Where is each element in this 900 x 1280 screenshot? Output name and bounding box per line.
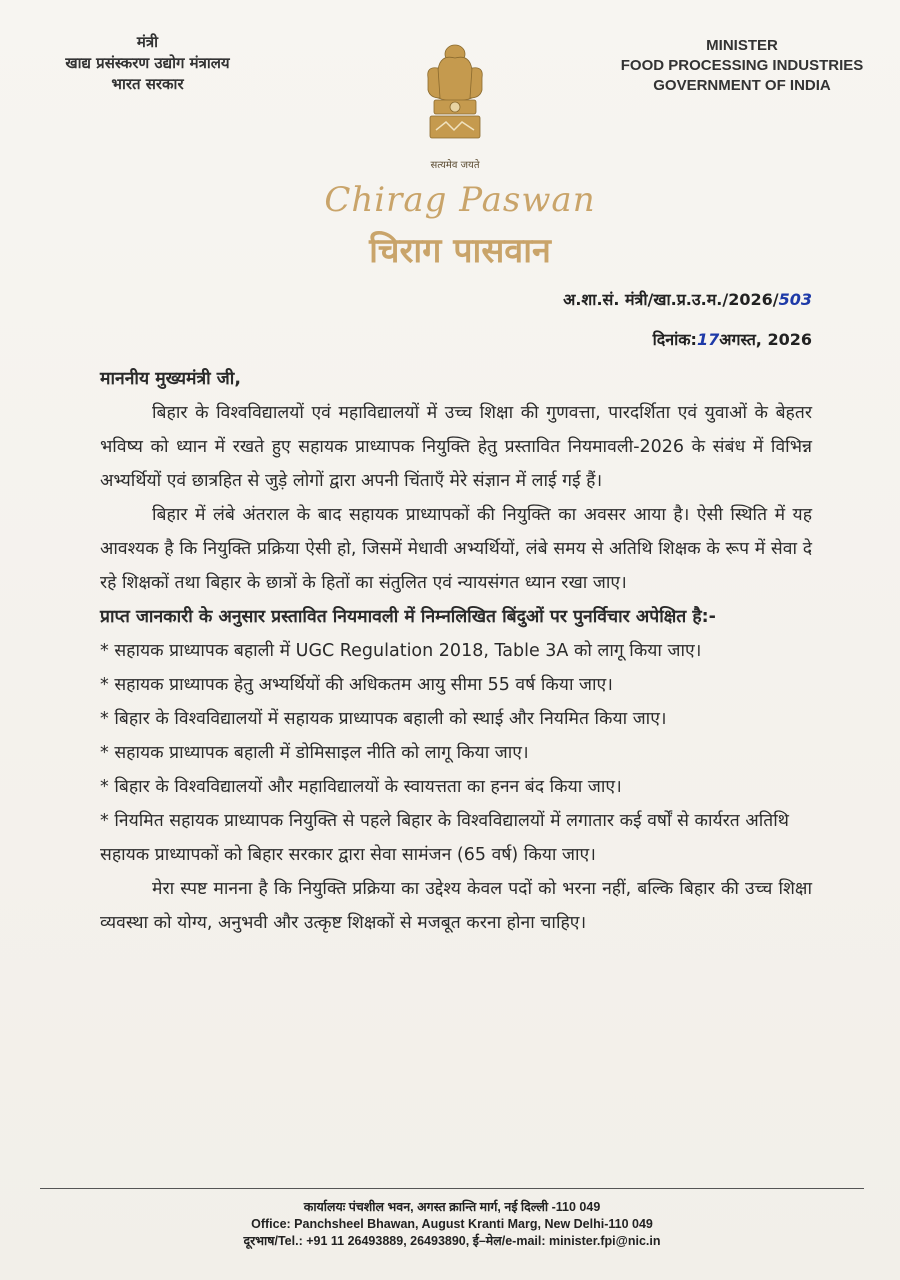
emblem-motto: सत्यमेव जयते [430, 160, 480, 171]
points-list [100, 634, 812, 872]
date-handwritten-day: 17 [696, 330, 720, 349]
footer [40, 1199, 864, 1250]
list-item: * बिहार के विश्वविद्यालयों में सहायक प्राध्यापक बहाली को स्थाई और नियमित किया जाए। [100, 702, 812, 736]
list-item: * नियमित सहायक प्राध्यापक नियुक्ति से पहले बिहार के विश्वविद्यालयों में लगातार कई वर्षों से कार्यरत अतिथि सहायक प्राध्यापकों को बिहार सरकार द्वारा सेवा सामंजन (65 वर्ष) किया जाए। [100, 804, 812, 872]
header-english-government: GOVERNMENT OF INDIA [653, 77, 831, 94]
paragraph-2: बिहार में लंबे अंतराल के बाद सहायक प्राध्यापकों की नियुक्ति का अवसर आया है। ऐसी स्थिति में यह आवश्यक है कि नियुक्ति प्रक्रिया ऐसी हो, जिसमें मेधावी अभ्यर्थियों, लंबे समय से अतिथि शिक्षक के रूप में सेवा दे रहे शिक्षकों तथा बिहार के छात्रों के हितों का संतुलित एवं न्यायसंगत ध्यान रखा जाए। [100, 505, 812, 593]
points-intro: प्राप्त जानकारी के अनुसार प्रस्तावित नियमावली में निम्नलिखित बिंदुओं पर पुनर्विचार अपेक्षित है:- [100, 607, 716, 627]
list-item: * सहायक प्राध्यापक बहाली में UGC Regulation 2018, Table 3A को लागू किया जाए। [100, 634, 812, 668]
header-hindi-title: मंत्री [136, 33, 159, 51]
paragraph-3: मेरा स्पष्ट मानना है कि नियुक्ति प्रक्रिया का उद्देश्य केवल पदों को भरना नहीं, बल्कि बिहार की उच्च शिक्षा व्यवस्था को योग्य, अनुभवी और उत्कृष्ट शिक्षकों से मजबूत करना होना चाहिए। [100, 879, 812, 933]
header-hindi [20, 32, 275, 95]
letter-date [653, 328, 812, 350]
minister-name-hindi: चिराग पासवान [369, 231, 551, 271]
reference-handwritten: 503 [778, 290, 812, 309]
date-label: दिनांक: [652, 330, 697, 349]
header-english [602, 36, 882, 96]
footer-divider [40, 1188, 864, 1189]
footer-office-hindi: कार्यालयः पंचशील भवन, अगस्त क्रान्ति मार्ग, नई दिल्ली -110 049 [303, 1200, 601, 1214]
date-rest: अगस्त, 2026 [719, 330, 812, 349]
header-english-title: MINISTER [706, 37, 778, 54]
list-item: * सहायक प्राध्यापक हेतु अभ्यर्थियों की अधिकतम आयु सीमा 55 वर्ष किया जाए। [100, 668, 812, 702]
header-english-ministry: FOOD PROCESSING INDUSTRIES [620, 57, 864, 74]
list-item: * सहायक प्राध्यापक बहाली में डोमिसाइल नीति को लागू किया जाए। [100, 736, 812, 770]
header-hindi-government: भारत सरकार [111, 75, 184, 93]
minister-name-english: Chirag Paswan [324, 180, 596, 220]
paragraph-1: बिहार के विश्वविद्यालयों एवं महाविद्यालयों में उच्च शिक्षा की गुणवत्ता, पारदर्शिता एवं युवाओं के बेहतर भविष्य को ध्यान में रखते हुए सहायक प्राध्यापक नियुक्ति हेतु प्रस्तावित नियमावली-2026 के संबंध में विभिन्न अभ्यर्थियों एवं छात्रहित से जुड़े लोगों द्वारा अपनी चिंताएँ मेरे संज्ञान में लाई गई हैं। [100, 403, 812, 491]
footer-contact: दूरभाष/Tel.: +91 11 26493889, 26493890, ई–मेल/e-mail: minister.fpi@nic.in [243, 1234, 661, 1248]
reference-printed: अ.शा.सं. मंत्री/खा.प्र.उ.म./2026/ [563, 290, 779, 309]
header-hindi-ministry: खाद्य प्रसंस्करण उद्योग मंत्रालय [65, 54, 230, 72]
letter-body [100, 362, 812, 940]
salutation: माननीय मुख्यमंत्री जी, [100, 369, 241, 389]
emblem-graphic [410, 40, 500, 165]
footer-office-english: Office: Panchsheel Bhawan, August Kranti Marg, New Delhi-110 049 [251, 1217, 653, 1231]
reference-number [563, 288, 812, 310]
list-item: * बिहार के विश्वविद्यालयों और महाविद्यालयों के स्वायत्तता का हनन बंद किया जाए। [100, 770, 812, 804]
